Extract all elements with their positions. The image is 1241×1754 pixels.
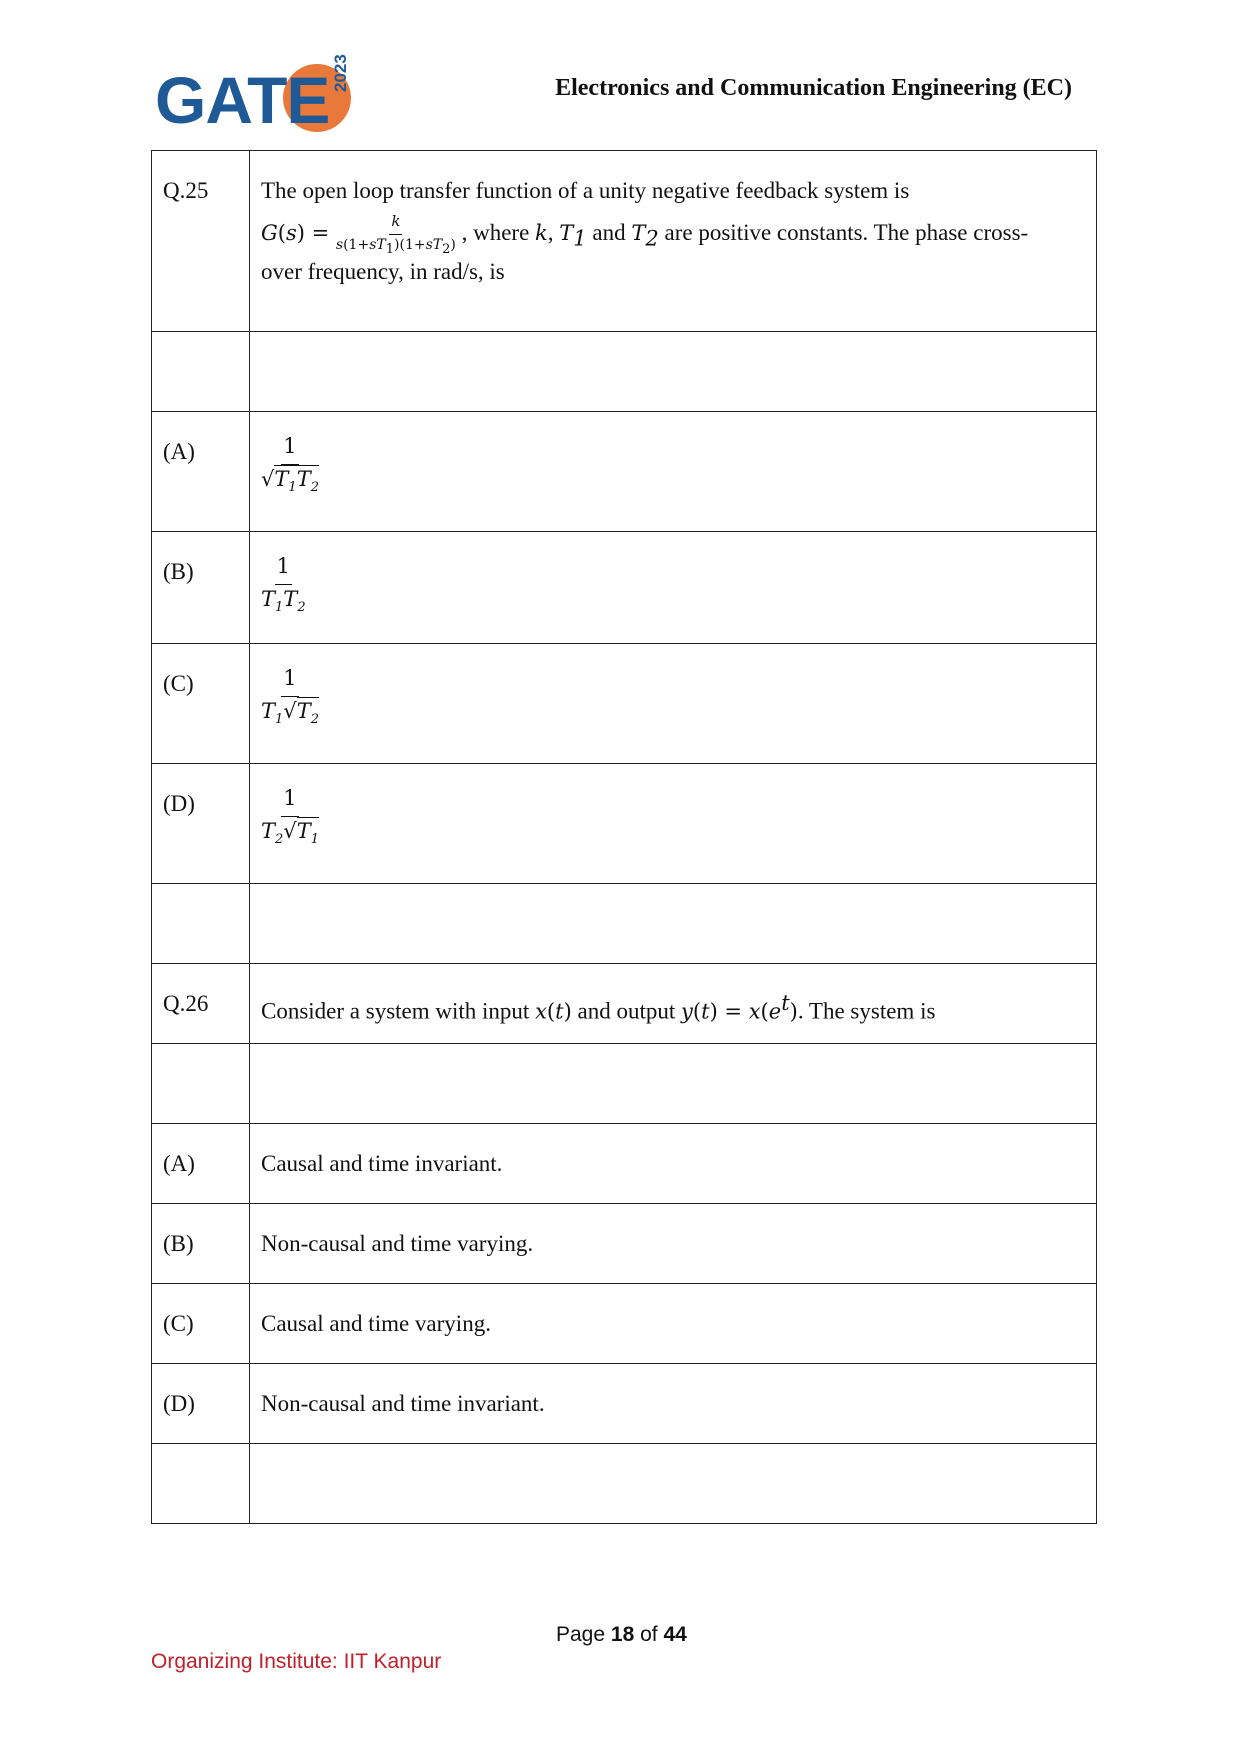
spacer-row	[152, 1044, 1097, 1124]
page-number: Page 18 of 44	[556, 1623, 687, 1646]
logo-text: GATE	[155, 63, 330, 137]
question-text	[250, 151, 1097, 332]
option-math-c: $\frac{1}{T_1√T_2}$	[250, 644, 1097, 764]
question-row-25	[152, 151, 1097, 332]
question-number: Q.25	[163, 178, 209, 203]
option-math-a: $\frac{1}{√T_1T_2}$	[250, 412, 1097, 532]
option-row-a	[152, 412, 1097, 532]
option-math-d: $\frac{1}{T_2√T_1}$	[250, 764, 1097, 884]
option-row-b	[152, 1204, 1097, 1284]
option-label: (D)	[163, 791, 195, 816]
option-row-d	[152, 1364, 1097, 1444]
question-table	[151, 150, 1097, 1524]
option-label: (D)	[163, 1391, 195, 1416]
page-header-title: Electronics and Communication Engineering (EC)	[555, 75, 1072, 101]
option-text: Causal and time invariant.	[261, 1151, 503, 1176]
option-row-d	[152, 764, 1097, 884]
option-row-b	[152, 532, 1097, 644]
option-label: (B)	[163, 1231, 194, 1256]
option-label: (B)	[163, 559, 194, 584]
spacer-row	[152, 884, 1097, 964]
question-line-2: G(s) = $\frac{k}{s(1+sT_1)(1+sT_2)}$ , where k, $T_1$ and $T_2$ are positive constants. The phase cross-	[261, 212, 1029, 257]
question-text-mid: and output	[577, 998, 676, 1024]
question-text-suffix: . The system is	[797, 998, 936, 1024]
question-row-26	[152, 964, 1097, 1044]
spacer-row	[152, 1444, 1097, 1524]
option-label: (A)	[163, 1151, 195, 1176]
option-label: (C)	[163, 1311, 194, 1336]
option-text: Non-causal and time invariant.	[261, 1391, 545, 1416]
option-math-b: $\frac{1}{T_1T_2}$	[250, 532, 1097, 644]
option-text: Non-causal and time varying.	[261, 1231, 534, 1256]
question-line-1: The open loop transfer function of a unity negative feedback system is	[261, 178, 910, 203]
question-number: Q.26	[163, 991, 209, 1016]
question-line-3: over frequency, in rad/s, is	[261, 258, 505, 284]
organizer-text: Organizing Institute: IIT Kanpur	[151, 1650, 442, 1673]
option-label: (C)	[163, 671, 194, 696]
option-text: Causal and time varying.	[261, 1311, 491, 1336]
transfer-function: G(s) = $\frac{k}{s(1+sT_1)(1+sT_2)}$	[261, 212, 456, 257]
question-text: Consider a system with input x(t) and output $y(t) = x(e^t)$. The system is	[250, 964, 1097, 1044]
option-row-c	[152, 644, 1097, 764]
logo-year: 2023	[331, 54, 350, 92]
option-row-c	[152, 1284, 1097, 1364]
spacer-row	[152, 332, 1097, 412]
gate-logo	[155, 54, 365, 138]
option-row-a	[152, 1124, 1097, 1204]
question-text-prefix: Consider a system with input	[261, 998, 530, 1024]
option-label: (A)	[163, 439, 195, 464]
